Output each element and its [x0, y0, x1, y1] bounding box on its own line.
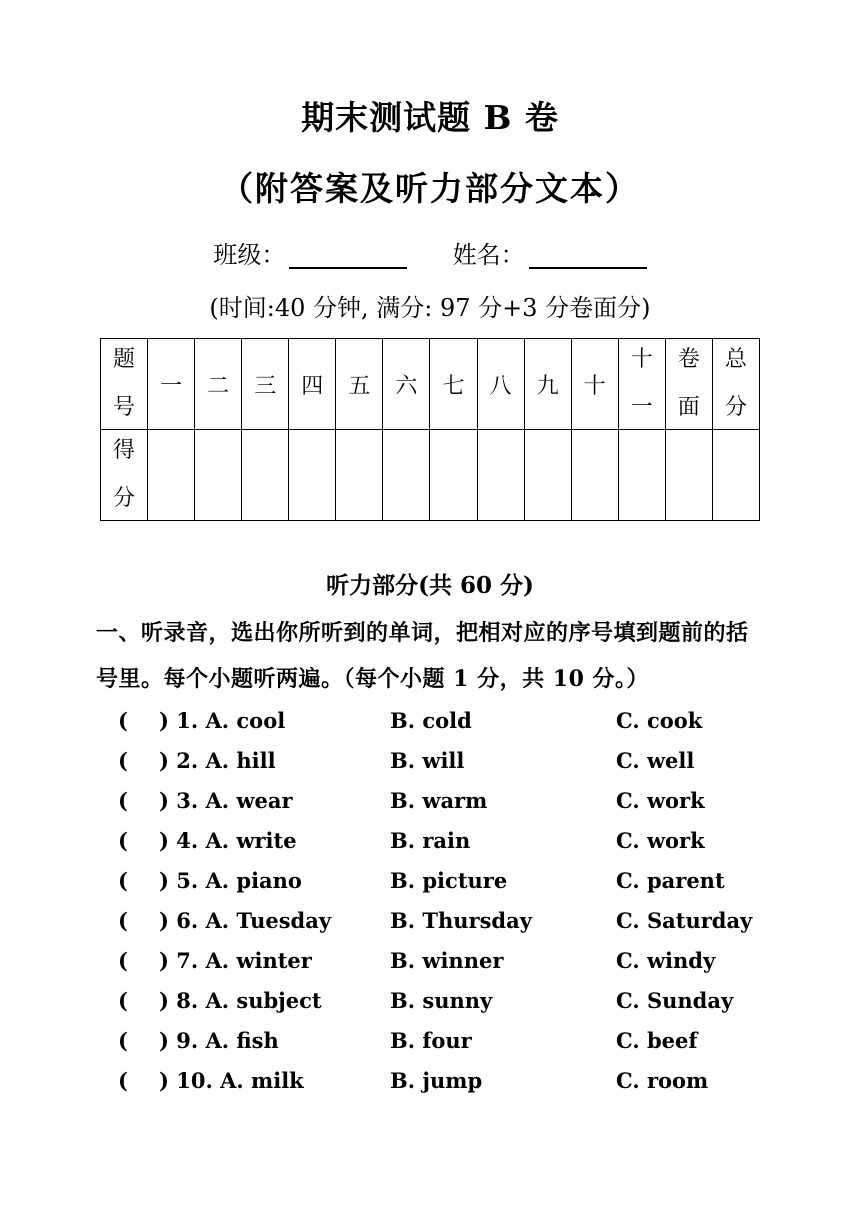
- option-c: C. Saturday: [616, 908, 753, 933]
- question-row: [0, 865, 860, 905]
- score-header-row: [101, 339, 760, 430]
- section-title: 听力部分(共 60 分): [326, 572, 534, 599]
- option-a: ) 4. A. write: [159, 828, 297, 853]
- option-c: C. room: [616, 1068, 709, 1093]
- answer-blank[interactable]: (: [118, 868, 128, 893]
- option-a: ) 2. A. hill: [159, 748, 276, 773]
- name-blank[interactable]: [529, 241, 647, 269]
- option-b: B. four: [390, 1028, 472, 1053]
- answer-blank[interactable]: (: [118, 708, 128, 733]
- header-cell: 十: [571, 339, 618, 430]
- option-b: B. warm: [390, 788, 488, 813]
- header-cell-label: 题 号: [101, 339, 148, 430]
- page-title: 期末测试题 B 卷: [301, 98, 559, 137]
- class-blank[interactable]: [289, 241, 407, 269]
- question-row: [0, 785, 860, 825]
- option-c: C. work: [616, 828, 705, 853]
- student-info-row: [0, 235, 860, 270]
- score-cell[interactable]: [383, 430, 430, 521]
- option-b: B. will: [390, 748, 465, 773]
- answer-blank[interactable]: (: [118, 1028, 128, 1053]
- class-label: 班级：: [213, 241, 286, 269]
- score-cell[interactable]: [336, 430, 383, 521]
- option-a: ) 3. A. wear: [159, 788, 293, 813]
- option-c: C. beef: [616, 1028, 698, 1053]
- score-row-label: 得 分: [101, 430, 148, 521]
- header-cell: 七: [430, 339, 477, 430]
- answer-blank[interactable]: (: [118, 948, 128, 973]
- header-cell-total: 总 分: [712, 339, 759, 430]
- score-cell[interactable]: [148, 430, 195, 521]
- score-cell[interactable]: [195, 430, 242, 521]
- page-subtitle: （附答案及听力部分文本）: [220, 169, 640, 208]
- header-cell: 九: [524, 339, 571, 430]
- question-row: [0, 745, 860, 785]
- header-cell: 六: [383, 339, 430, 430]
- answer-blank[interactable]: (: [118, 1068, 128, 1093]
- score-cell[interactable]: [524, 430, 571, 521]
- option-c: C. cook: [616, 708, 703, 733]
- option-b: B. winner: [390, 948, 504, 973]
- option-c: C. well: [616, 748, 695, 773]
- score-cell[interactable]: [242, 430, 289, 521]
- score-cell[interactable]: [571, 430, 618, 521]
- option-a: ) 1. A. cool: [159, 708, 286, 733]
- option-c: C. windy: [616, 948, 716, 973]
- answer-blank[interactable]: (: [118, 828, 128, 853]
- score-value-row: [101, 430, 760, 521]
- option-c: C. Sunday: [616, 988, 734, 1013]
- name-label: 姓名：: [452, 241, 525, 269]
- question-row: [0, 945, 860, 985]
- header-cell: 一: [148, 339, 195, 430]
- score-cell[interactable]: [430, 430, 477, 521]
- option-c: C. work: [616, 788, 705, 813]
- question-row: [0, 985, 860, 1025]
- header-cell: 四: [289, 339, 336, 430]
- header-cell: 五: [336, 339, 383, 430]
- option-b: B. rain: [390, 828, 471, 853]
- answer-blank[interactable]: (: [118, 788, 128, 813]
- header-cell: 二: [195, 339, 242, 430]
- option-a: ) 8. A. subject: [159, 988, 322, 1013]
- answer-blank[interactable]: (: [118, 748, 128, 773]
- answer-blank[interactable]: (: [118, 988, 128, 1013]
- header-cell: 三: [242, 339, 289, 430]
- option-b: B. Thursday: [390, 908, 532, 933]
- instructions: [96, 610, 786, 702]
- question-row: [0, 1065, 860, 1105]
- score-cell[interactable]: [477, 430, 524, 521]
- option-b: B. jump: [390, 1068, 483, 1093]
- score-table: [100, 338, 760, 521]
- instruction-line: 号里。每个小题听两遍。（每个小题 1 分，共 10 分。）: [96, 666, 650, 692]
- instruction-line: 一、听录音，选出你所听到的单词，把相对应的序号填到题前的括: [96, 620, 749, 646]
- question-row: [0, 825, 860, 865]
- score-cell[interactable]: [618, 430, 665, 521]
- option-a: ) 10. A. milk: [159, 1068, 304, 1093]
- option-a: ) 6. A. Tuesday: [159, 908, 332, 933]
- option-b: B. picture: [390, 868, 508, 893]
- option-a: ) 5. A. piano: [159, 868, 302, 893]
- question-row: [0, 905, 860, 945]
- score-cell[interactable]: [712, 430, 759, 521]
- option-c: C. parent: [616, 868, 725, 893]
- header-cell: 八: [477, 339, 524, 430]
- time-info: (时间:40 分钟, 满分: 97 分+3 分卷面分): [209, 294, 651, 322]
- option-b: B. cold: [390, 708, 472, 733]
- answer-blank[interactable]: (: [118, 908, 128, 933]
- question-row: [0, 705, 860, 745]
- score-cell[interactable]: [665, 430, 712, 521]
- score-cell[interactable]: [289, 430, 336, 521]
- header-cell-eleven: 十 一: [618, 339, 665, 430]
- question-row: [0, 1025, 860, 1065]
- option-a: ) 7. A. winter: [159, 948, 312, 973]
- option-b: B. sunny: [390, 988, 493, 1013]
- option-a: ) 9. A. fish: [159, 1028, 279, 1053]
- header-cell-paper: 卷 面: [665, 339, 712, 430]
